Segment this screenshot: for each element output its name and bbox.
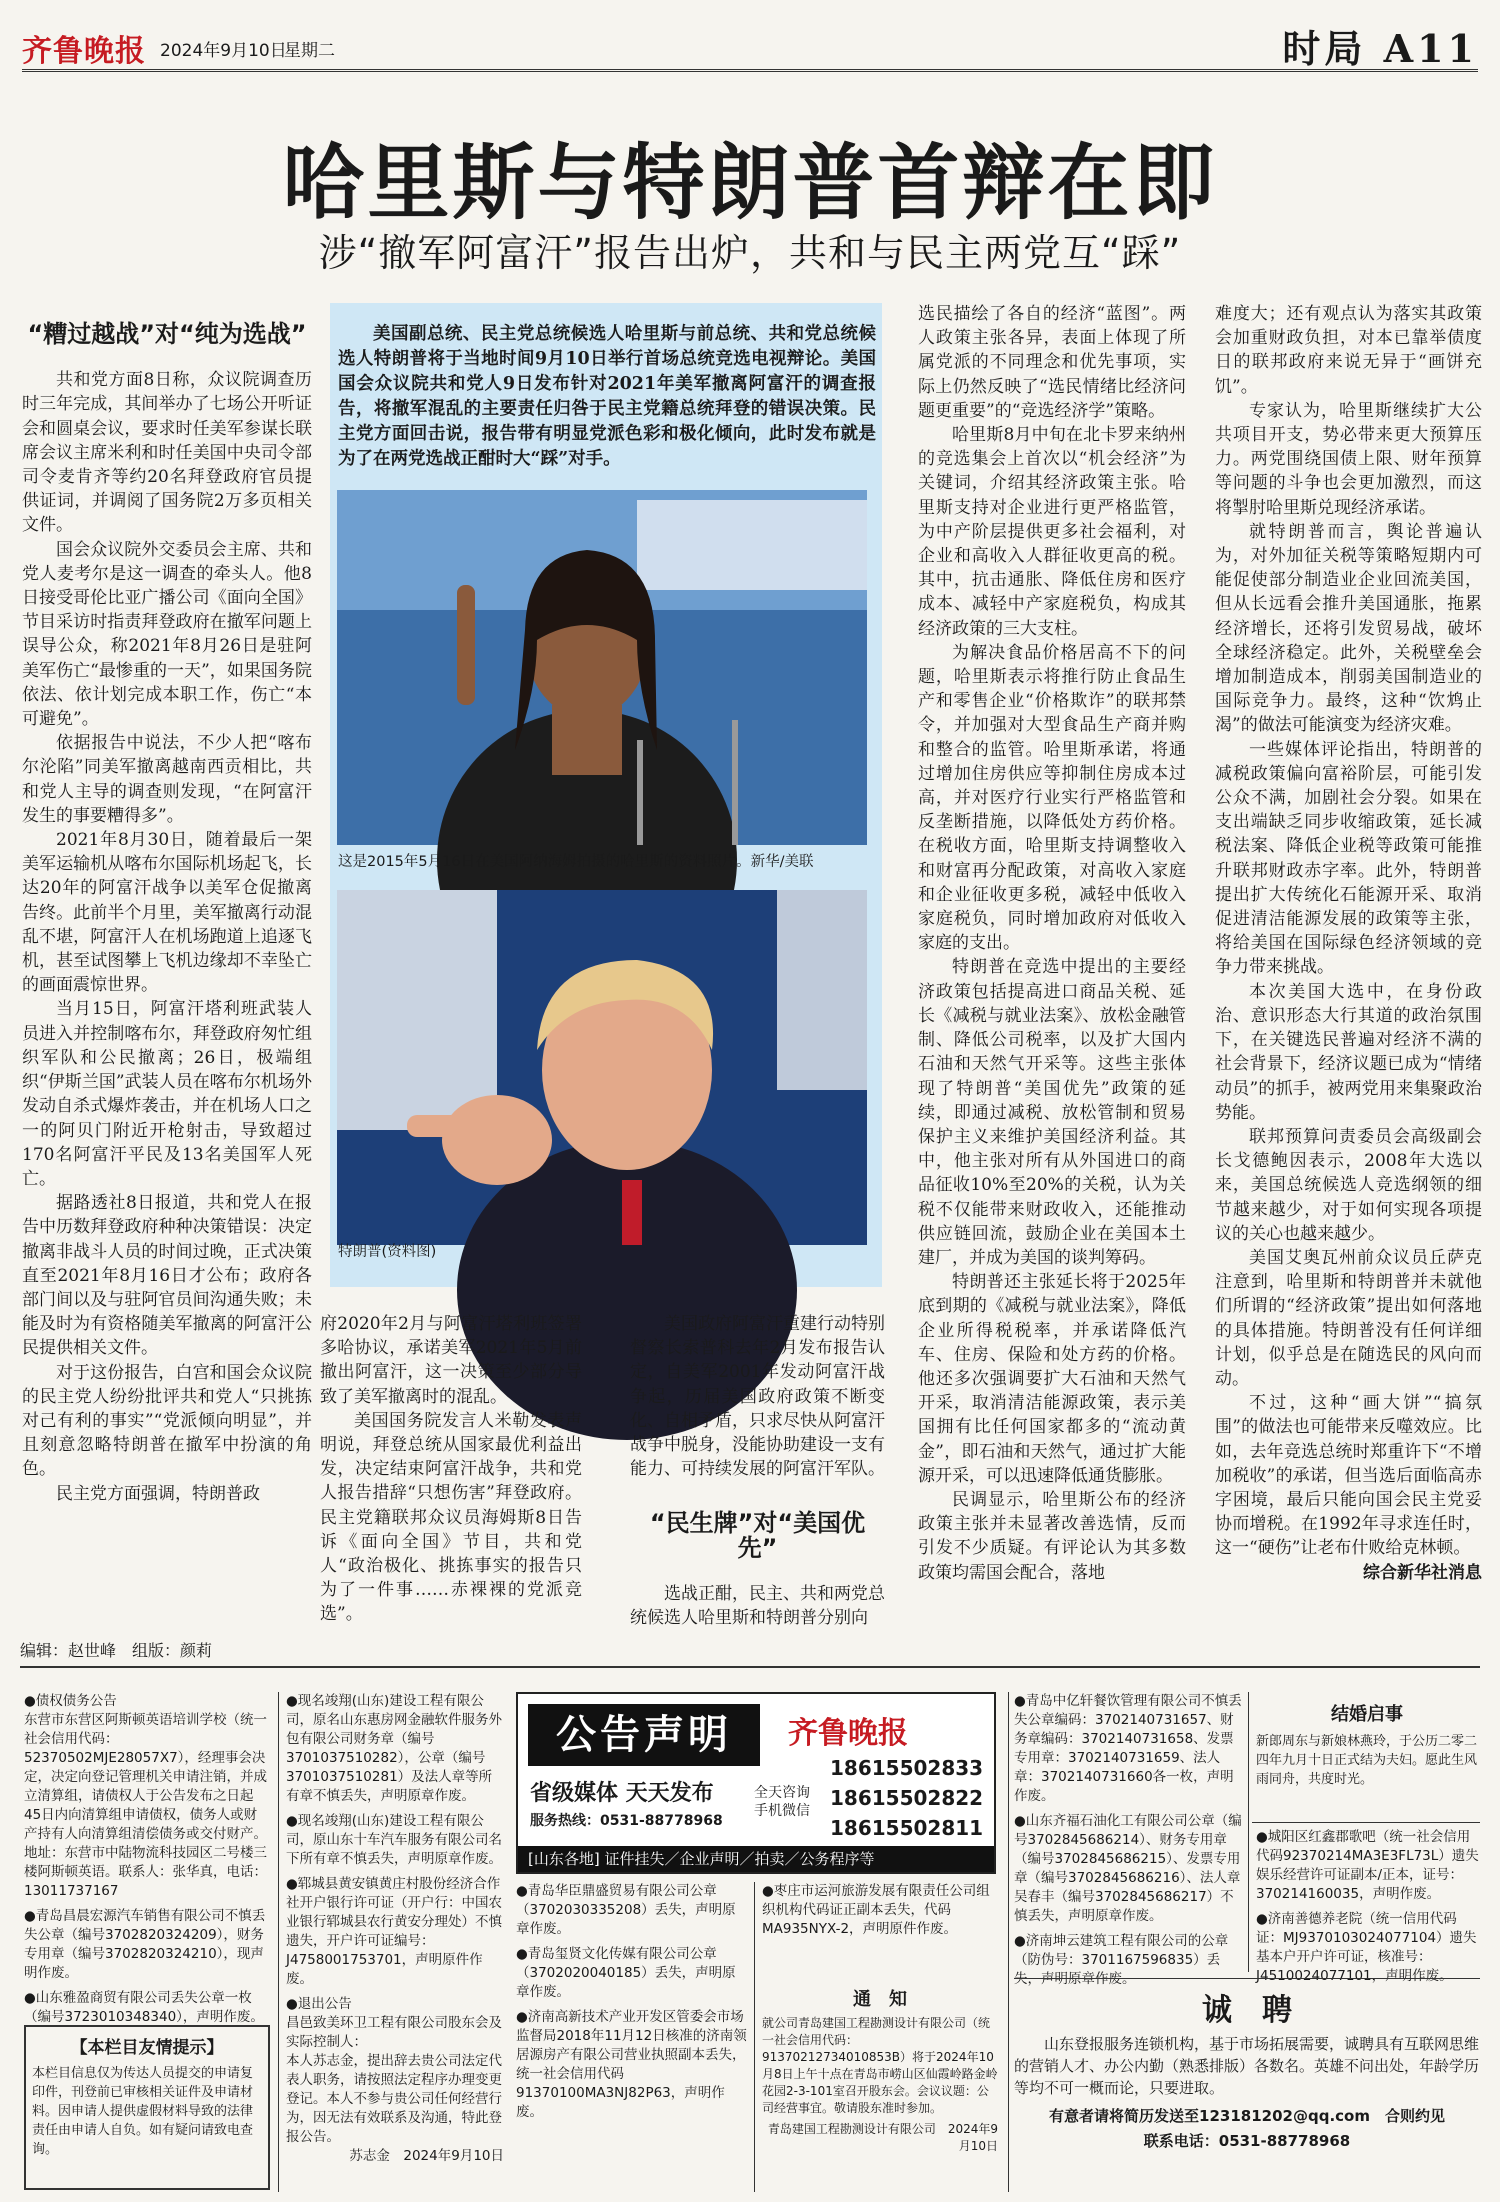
- issue-date: 2024年9月10日: [160, 41, 287, 61]
- tongzhi-box: [762, 1985, 998, 2185]
- ad-item: ●青岛华臣鼎盛贸易有限公司公章（3702030335208）丢失，声明原章作废。: [516, 1883, 736, 1937]
- paragraph: 特朗普还主张延长将于2025年底到期的《减税与就业法案》，降低企业所得税税率，并承诺降低汽车、住房、保险和处方药的价格。他还多次强调要扩大石油和天然气开采，取消清洁能源政策，表示美国拥有比任何国家都多的“流动黄金”，即石油和天然气，通过扩大能源开采，可以迅速降低通货膨胀。: [918, 1272, 1186, 1486]
- notice-ad: [516, 1692, 996, 1874]
- ad-item: ●郓城县黄安镇黄庄村股份经济合作社开户银行许可证（开户行：中国农业银行郓城县农行黄安分理处）不慎遗失，开户许可证编号：J4758001753701，声明原件作废。: [286, 1876, 502, 1987]
- ad-divider: [754, 1882, 755, 2192]
- hiring-ad: [1014, 1978, 1480, 2192]
- trump-photo-illustration: [337, 890, 867, 1245]
- editor-credit: 编辑：赵世峰 组版：颜莉: [20, 1638, 1480, 1668]
- ad-divider: [278, 1692, 279, 2192]
- subheadline: 涉“撤军阿富汗”报告出炉，共和与民主两党互“踩”: [318, 231, 1182, 275]
- paragraph: 本次美国大选中，在身份政治、意识形态大行其道的政治氛围下，在关键选民普遍对经济不满的社会背景下，经济议题已成为“情绪动员”的抓手，被两党用来集聚政治势能。: [1215, 981, 1482, 1123]
- paragraph: 对于这份报告，白宫和国会众议院的民主党人纷纷批评共和党人“只挑拣对己有利的事实”“党派倾向明显”，并且刻意忽略特朗普在撤军中扮演的角色。: [22, 1362, 312, 1480]
- ads-tip-title: 【本栏目友情提示】: [70, 2038, 224, 2058]
- notice-ad-service: 服务热线：0531-88778968: [530, 1813, 723, 1829]
- paragraph: 特朗普在竞选中提出的主要经济政策包括提高进口商品关税、延长《减税与就业法案》、放松金融管制、降低公司税率，以及扩大国内石油和天然气开采等。这些主张体现了特朗普“美国优先”政策的延续，即通过减税、放松管制和贸易保护主义来维护美国经济利益。其中，他主张对所有从外国进口的商品征收10%至20%的关税，认为关税不仅能带来财政收入，还能推动供应链回流，鼓励企业在美国本土建厂，并成为美国的谈判筹码。: [918, 957, 1186, 1268]
- column-4: [918, 302, 1186, 1612]
- col1-body: [22, 368, 312, 1506]
- page-header: [22, 14, 1478, 72]
- hiring-title: 诚 聘: [1202, 1993, 1292, 2028]
- marriage-box: [1256, 1700, 1478, 1818]
- notice-ad-slogan: 省级媒体 天天发布: [530, 1781, 714, 1806]
- paragraph: 联邦预算问责委员会高级副会长戈德鲍因表示，2008年大选以来，美国总统候选人竞选纲领的细节越来越少，对于如何实现各项提议的关心也越来越少。: [1215, 1126, 1482, 1244]
- ad-divider: [1008, 1692, 1009, 2192]
- paragraph: 依据报告中说法，不少人把“喀布尔沦陷”同美军撤离越南西贡相比，共和党人主导的调查则发现，“在阿富汗发生的事要糟得多”。: [22, 733, 312, 826]
- hiring-phone: 联系电话：0531-88778968: [1143, 2132, 1351, 2150]
- ads-column-3a: [516, 1882, 748, 2192]
- paragraph: 美国政府阿富汗重建行动特别督察长索普科去年2月发布报告认定，自美军2001年发动阿富汗战争起，历届美国政府政策不断变化、自相矛盾，只求尽快从阿富汗战争中脱身，没能协助建设一支有能力、可持续发展的阿富汗军队。: [630, 1314, 885, 1480]
- paragraph: 共和党方面8日称，众议院调查历时三年完成，其间举办了七场公开听证会和圆桌会议，要求时任美军参谋长联席会议主席米利和时任美国中央司令部司令麦肯齐等约20名拜登政府官员提供证词，并调阅了国务院2万多页相关文件。: [22, 370, 312, 536]
- lead-paragraph: 美国副总统、民主党总统候选人哈里斯与前总统、共和党总统候选人特朗普将于当地时间9月10日举行首场总统竞选电视辩论。美国国会众议院共和党人9日发布针对2021年美军撤离阿富汗的调查报告，将撤军混乱的主要责任归咎于民主党籍总统拜登的错误决策。民主党方面回击说，报告带有明显党派色彩和极化倾向，此时发布就是为了在两党选战正酣时大“踩”对手。: [338, 324, 876, 469]
- ad-item: 本人苏志金，提出辞去贵公司法定代表人职务，请按照法定程序办理变更登记。本人不参与贵公司任何经营行为，因无法有效联系及沟通，特此登报公告。: [286, 2053, 502, 2145]
- ads-column-2: [286, 1692, 504, 2192]
- ads-tip-box: [24, 2025, 270, 2190]
- article-source: 综合新华社消息: [1363, 1562, 1482, 1583]
- column-3-lower: [630, 1312, 885, 1629]
- paragraph: 专家认为，哈里斯继续扩大公共项目开支，势必带来更大预算压力。两党围绕国债上限、财年预算等问题的斗争也会更加激烈，而这将掣肘哈里斯兑现经济承诺。: [1215, 400, 1482, 518]
- ad-item: ●青岛中亿轩餐饮管理有限公司不慎丢失公章编码：3702140731657、财务章编码：3702140731658、发票专用章：3702140731659、法人章：3702140731660各一枚，声明作废。: [1014, 1693, 1242, 1804]
- ad-divider: [1252, 1822, 1480, 1823]
- column-2-lower: [320, 1312, 582, 1625]
- photo-harris: [337, 490, 867, 845]
- photo1-caption: 这是2015年5月16日在美国阿纳海姆拍摄的哈里斯的资料照片。新华/美联: [338, 854, 814, 870]
- notice-ad-logo: 齐鲁晚报: [788, 1716, 908, 1751]
- paragraph: 不过，这种“画大饼”“搞氛围”的做法也可能带来反噬效应。比如，去年竞选总统时郑重许下“不增加税收”的承诺，但当选后面临高赤字困境，最后只能向国会民主党妥协而增税。在1992年寻求连任时，这一“硬伤”让老布什败给克林顿。: [1215, 1393, 1482, 1559]
- ad-item: ●济南高新技术产业开发区管委会市场监督局2018年11月12日核准的济南领居源房产有限公司营业执照副本丢失，统一社会信用代码91370100MA3NJ82P63，声明作废。: [516, 2009, 747, 2120]
- notice-ad-title: 公告声明: [528, 1704, 760, 1766]
- paragraph: 就特朗普而言，舆论普遍认为，对外加征关税等策略短期内可能促使部分制造业企业回流美国，但从长远看会推升美国通胀，拖累经济增长，还将引发贸易战，破坏全球经济稳定。此外，关税壁垒会增加制造成本，削弱美国制造业的国际竞争力。最终，这种“饮鸩止渴”的做法可能演变为经济灾难。: [1215, 521, 1482, 736]
- paragraph: 据路透社8日报道，共和党人在报告中历数拜登政府种种决策错误：决定撤离非战斗人员的时间过晚，正式决策直至2021年8月16日才公布；政府各部门间以及与驻阿官员间沟通失败；未能及时为有资格随美军撤离的阿富汗公民提供相关文件。: [22, 1193, 312, 1359]
- tongzhi-text: 就公司青岛建国工程勘测设计有限公司（统一社会信用代码：91370212734010853B）将于2024年10月8日上午十点在青岛市崂山区仙霞岭路金岭花园2-3-101室召开股东会。会议议题：公司经营事宜。敬请股东准时参加。: [762, 2016, 998, 2115]
- paragraph: 民调显示，哈里斯公布的经济政策主张并未显著改善选情，反而引发不少质疑。有评论认为其多数政策均需国会配合，落地: [918, 1489, 1186, 1583]
- col3-subtitle: “民生牌”对“美国优先”: [649, 1509, 866, 1562]
- ad-item: ●债权债务公告: [24, 1693, 117, 1709]
- ad-item: ●山东齐福石油化工有限公司公章（编号3702845686214）、财务专用章（编号3702845686215）、发票专用章（编号3702845686216）、法人章吴春丰（编号3702845686217）不慎丢失，声明原章作废。: [1014, 1813, 1242, 1924]
- column-1: [22, 322, 312, 1612]
- section-label: 时局 A11: [1282, 26, 1478, 71]
- lead-text: [338, 322, 876, 472]
- photo2-caption: 特朗普(资料图): [338, 1244, 437, 1260]
- ads-column-4: [1014, 1692, 1242, 1987]
- photo-trump: [337, 890, 867, 1245]
- ad-item: ●济南善德养老院（统一信用代码证：MJ9370103024077104）遗失基本户开户许可证，核准号：J4510024077101，声明作废。: [1256, 1911, 1477, 1984]
- paragraph: 一些媒体评论指出，特朗普的减税政策偏向富裕阶层，可能引发公众不满，加剧社会分裂。如果在支出端缺乏同步收缩政策，延长减税法案、降低企业税等政策可能推升联邦财政赤字率。此外，特朗普提出扩大传统化石能源开采、取消促进清洁能源发展的政策等主张，将给美国在国际绿色经济领域的竞争力带来挑战。: [1215, 739, 1482, 978]
- ad-item: ●青岛昌晨宏源汽车销售有限公司不慎丢失公章（编号3702820324209），财务专用章（编号3702820324210），现声明作废。: [24, 1908, 266, 1981]
- ads-column-1: [24, 1692, 270, 2025]
- ad-item: ●山东雅盈商贸有限公司丢失公章一枚（编号3723010348340），声明作废。: [24, 1990, 264, 2025]
- paragraph: 为解决食品价格居高不下的问题，哈里斯表示将推行防止食品生产和零售企业“价格欺诈”的联邦禁令，并加强对大型食品生产商并购和整合的监管。哈里斯承诺，将通过增加住房供应等抑制住房成本过高，并对医疗行业实行严格监管和反垄断措施，以降低处方药价格。在税收方面，哈里斯支持调整收入和财富再分配政策，对高收入家庭和企业征收更多税，减轻中低收入家庭税负，同时增加政府对低收入家庭的支出。: [918, 642, 1186, 954]
- notice-ad-phone: 18615502811: [830, 1816, 984, 1840]
- notice-ad-band: [山东各地] 证件挂失／企业声明／拍卖／公务程序等: [518, 1846, 994, 1872]
- ad-item: 东营市东营区阿斯顿英语培训学校（统一社会信用代码：52370502MJE28057X7），经理事会决定，决定向登记管理机关申请注销，并成立清算组，请债权人于公告发布之日起45日内向清算组申请债权，债务人或财产持有人向清算组清偿债务或交付财产。地址：东营市中陆物流科技园区二号楼三楼阿斯顿英语。联系人：张华真，电话：13011737167: [24, 1712, 267, 1899]
- paragraph: 难度大；还有观点认为落实其政策会加重财政负担，对本已靠举债度日的联邦政府来说无异于“画饼充饥”。: [1215, 304, 1482, 397]
- ad-item: 苏志金 2024年9月10日: [349, 2148, 504, 2164]
- col1-subtitle: “糟过越战”对“纯为选战”: [27, 320, 307, 348]
- marriage-text: 新郎周东与新娘林燕玲，于公历二零二四年九月十日正式结为夫妇。愿此生风雨同舟，共度时光。: [1256, 1734, 1478, 1787]
- hiring-email: 有意者请将简历发送至123181202@qq.com 合则约见: [1049, 2107, 1445, 2125]
- tongzhi-sign: 青岛建国工程勘测设计有限公司 2024年9月10日: [767, 2122, 998, 2153]
- headline: 哈里斯与特朗普首辩在即: [282, 136, 1218, 231]
- paragraph: 2021年8月30日，随着最后一架美军运输机从喀布尔国际机场起飞，长达20年的阿富汗战争以美军仓促撤离告终。此前半个月里，美军撤离行动混乱不堪，阿富汗人在机场跑道上追逐飞机，甚至试图攀上飞机边缘却不幸坠亡的画面震惊世界。: [22, 830, 312, 996]
- column-5: [1215, 302, 1482, 1612]
- ad-divider: [1248, 1692, 1249, 1972]
- notice-ad-phones-label: 全天咨询 手机微信: [754, 1785, 810, 1819]
- notice-ad-phone: 18615502833: [830, 1756, 984, 1780]
- ad-item: ●退出公告: [286, 1996, 352, 2012]
- hiring-text: 山东登报服务连锁机构，基于市场拓展需要，诚聘具有互联网思维的营销人才、办公内勤（熟悉排版）各数名。英雄不问出处，年龄学历等均不可一概而论，只要进取。: [1014, 2035, 1480, 2097]
- paragraph: 选民描绘了各自的经济“蓝图”。两人政策主张各异，表面上体现了所属党派的不同理念和优先事项，实际上仍然反映了“选民情绪比经济问题更重要”的“竞选经济学”策略。: [918, 304, 1186, 421]
- paragraph: 美国艾奥瓦州前众议员丘萨克注意到，哈里斯和特朗普并未就他们所谓的“经济政策”提出如何落地的具体措施。特朗普没有任何详细计划，似乎总是在随选民的风向而动。: [1215, 1247, 1482, 1389]
- notice-ad-phone: 18615502822: [830, 1786, 984, 1810]
- ad-item: ●济南坤云建筑工程有限公司的公章（防伪号：3701167596835）丢失，声明原章作废。: [1014, 1933, 1229, 1987]
- marriage-title: 结婚启事: [1331, 1704, 1403, 1725]
- ad-item: ●现名竣翔(山东)建设工程有限公司，原名山东惠房网金融软件服务外包有限公司财务章（编号3701037510282），公章（编号3701037510281）及法人章等所有章不慎丢失，声明原章作废。: [286, 1693, 502, 1804]
- newspaper-logo: 齐鲁晚报: [22, 34, 146, 69]
- ad-item: ●枣庄市运河旅游发展有限责任公司组织机构代码证正副本丢失，代码MA935NYX-2，声明原件作废。: [762, 1883, 990, 1937]
- ad-item: ●现名竣翔(山东)建设工程有限公司，原山东十车汽车服务有限公司名下所有章不慎丢失，声明原章作废。: [286, 1813, 502, 1867]
- paragraph: 民主党方面强调，特朗普政: [56, 1483, 260, 1504]
- ad-item: 昌邑致美环卫工程有限公司股东会及实际控制人：: [286, 2015, 502, 2050]
- ads-tip-text: 本栏目信息仅为传达人员提交的申请复印件，刊登前已审核相关证件及申请材料。因申请人提供虚假材料导致的法律责任由申请人自负。如有疑问请致电查询。: [32, 2066, 254, 2157]
- paragraph: 府2020年2月与阿富汗塔利班签署多哈协议，承诺美军2021年5月前撤出阿富汗，这一决策至少部分导致了美军撤离时的混乱。: [320, 1314, 582, 1407]
- paragraph: 当月15日，阿富汗塔利班武装人员进入并控制喀布尔，拜登政府匆忙组织军队和公民撤离；26日，极端组织“伊斯兰国”武装人员在喀布尔机场外发动自杀式爆炸袭击，并在机场人口之一的阿贝门附近开枪射击，导致超过170名阿富汗平民及13名美国军人死亡。: [22, 999, 312, 1189]
- paragraph: 美国国务院发言人米勒发表声明说，拜登总统从国家最优利益出发，决定结束阿富汗战争，共和党人报告措辞“只想伤害”拜登政府。民主党籍联邦众议员海姆斯8日告诉《面向全国》节目，共和党人“政治极化、挑拣事实的报告只为了一件事……赤裸裸的党派竞选”。: [320, 1410, 582, 1625]
- paragraph: 哈里斯8月中旬在北卡罗来纳州的竞选集会上首次以“机会经济”为关键词，介绍其经济政策主张。哈里斯支持对企业进行更严格监管，为中产阶层提供更多社会福利，对企业和高收入人群征收更高的税。其中，抗击通胀、降低住房和医疗成本、减轻中产家庭税负，构成其经济政策的三大支柱。: [918, 425, 1186, 639]
- tongzhi-title: 通 知: [853, 1989, 907, 2010]
- ads-column-5: [1256, 1828, 1480, 1984]
- paragraph: 选战正酣，民主、共和两党总统候选人哈里斯和特朗普分别向: [630, 1583, 885, 1629]
- issue-weekday: 星期二: [284, 41, 335, 61]
- paragraph: 国会众议院外交委员会主席、共和党人麦考尔是这一调查的牵头人。他8日接受哥伦比亚广播公司《面向全国》节目采访时指责拜登政府在撤军问题上误导公众，称2021年8月26日是驻阿美军伤亡“最惨重的一天”，如果国务院依法、依计划完成本职工作，伤亡“本可避免”。: [22, 539, 312, 730]
- ads-column-3b: [762, 1882, 998, 1982]
- ad-item: ●青岛玺贤文化传媒有限公司公章（3702020040185）丢失，声明原章作废。: [516, 1946, 736, 2000]
- harris-photo-illustration: [337, 490, 867, 845]
- ad-item: ●城阳区红鑫郡歌吧（统一社会信用代码92370214MA3E3FL73L）遗失娱乐经营许可证副本/正本，证号：370214160035，声明作废。: [1256, 1829, 1479, 1902]
